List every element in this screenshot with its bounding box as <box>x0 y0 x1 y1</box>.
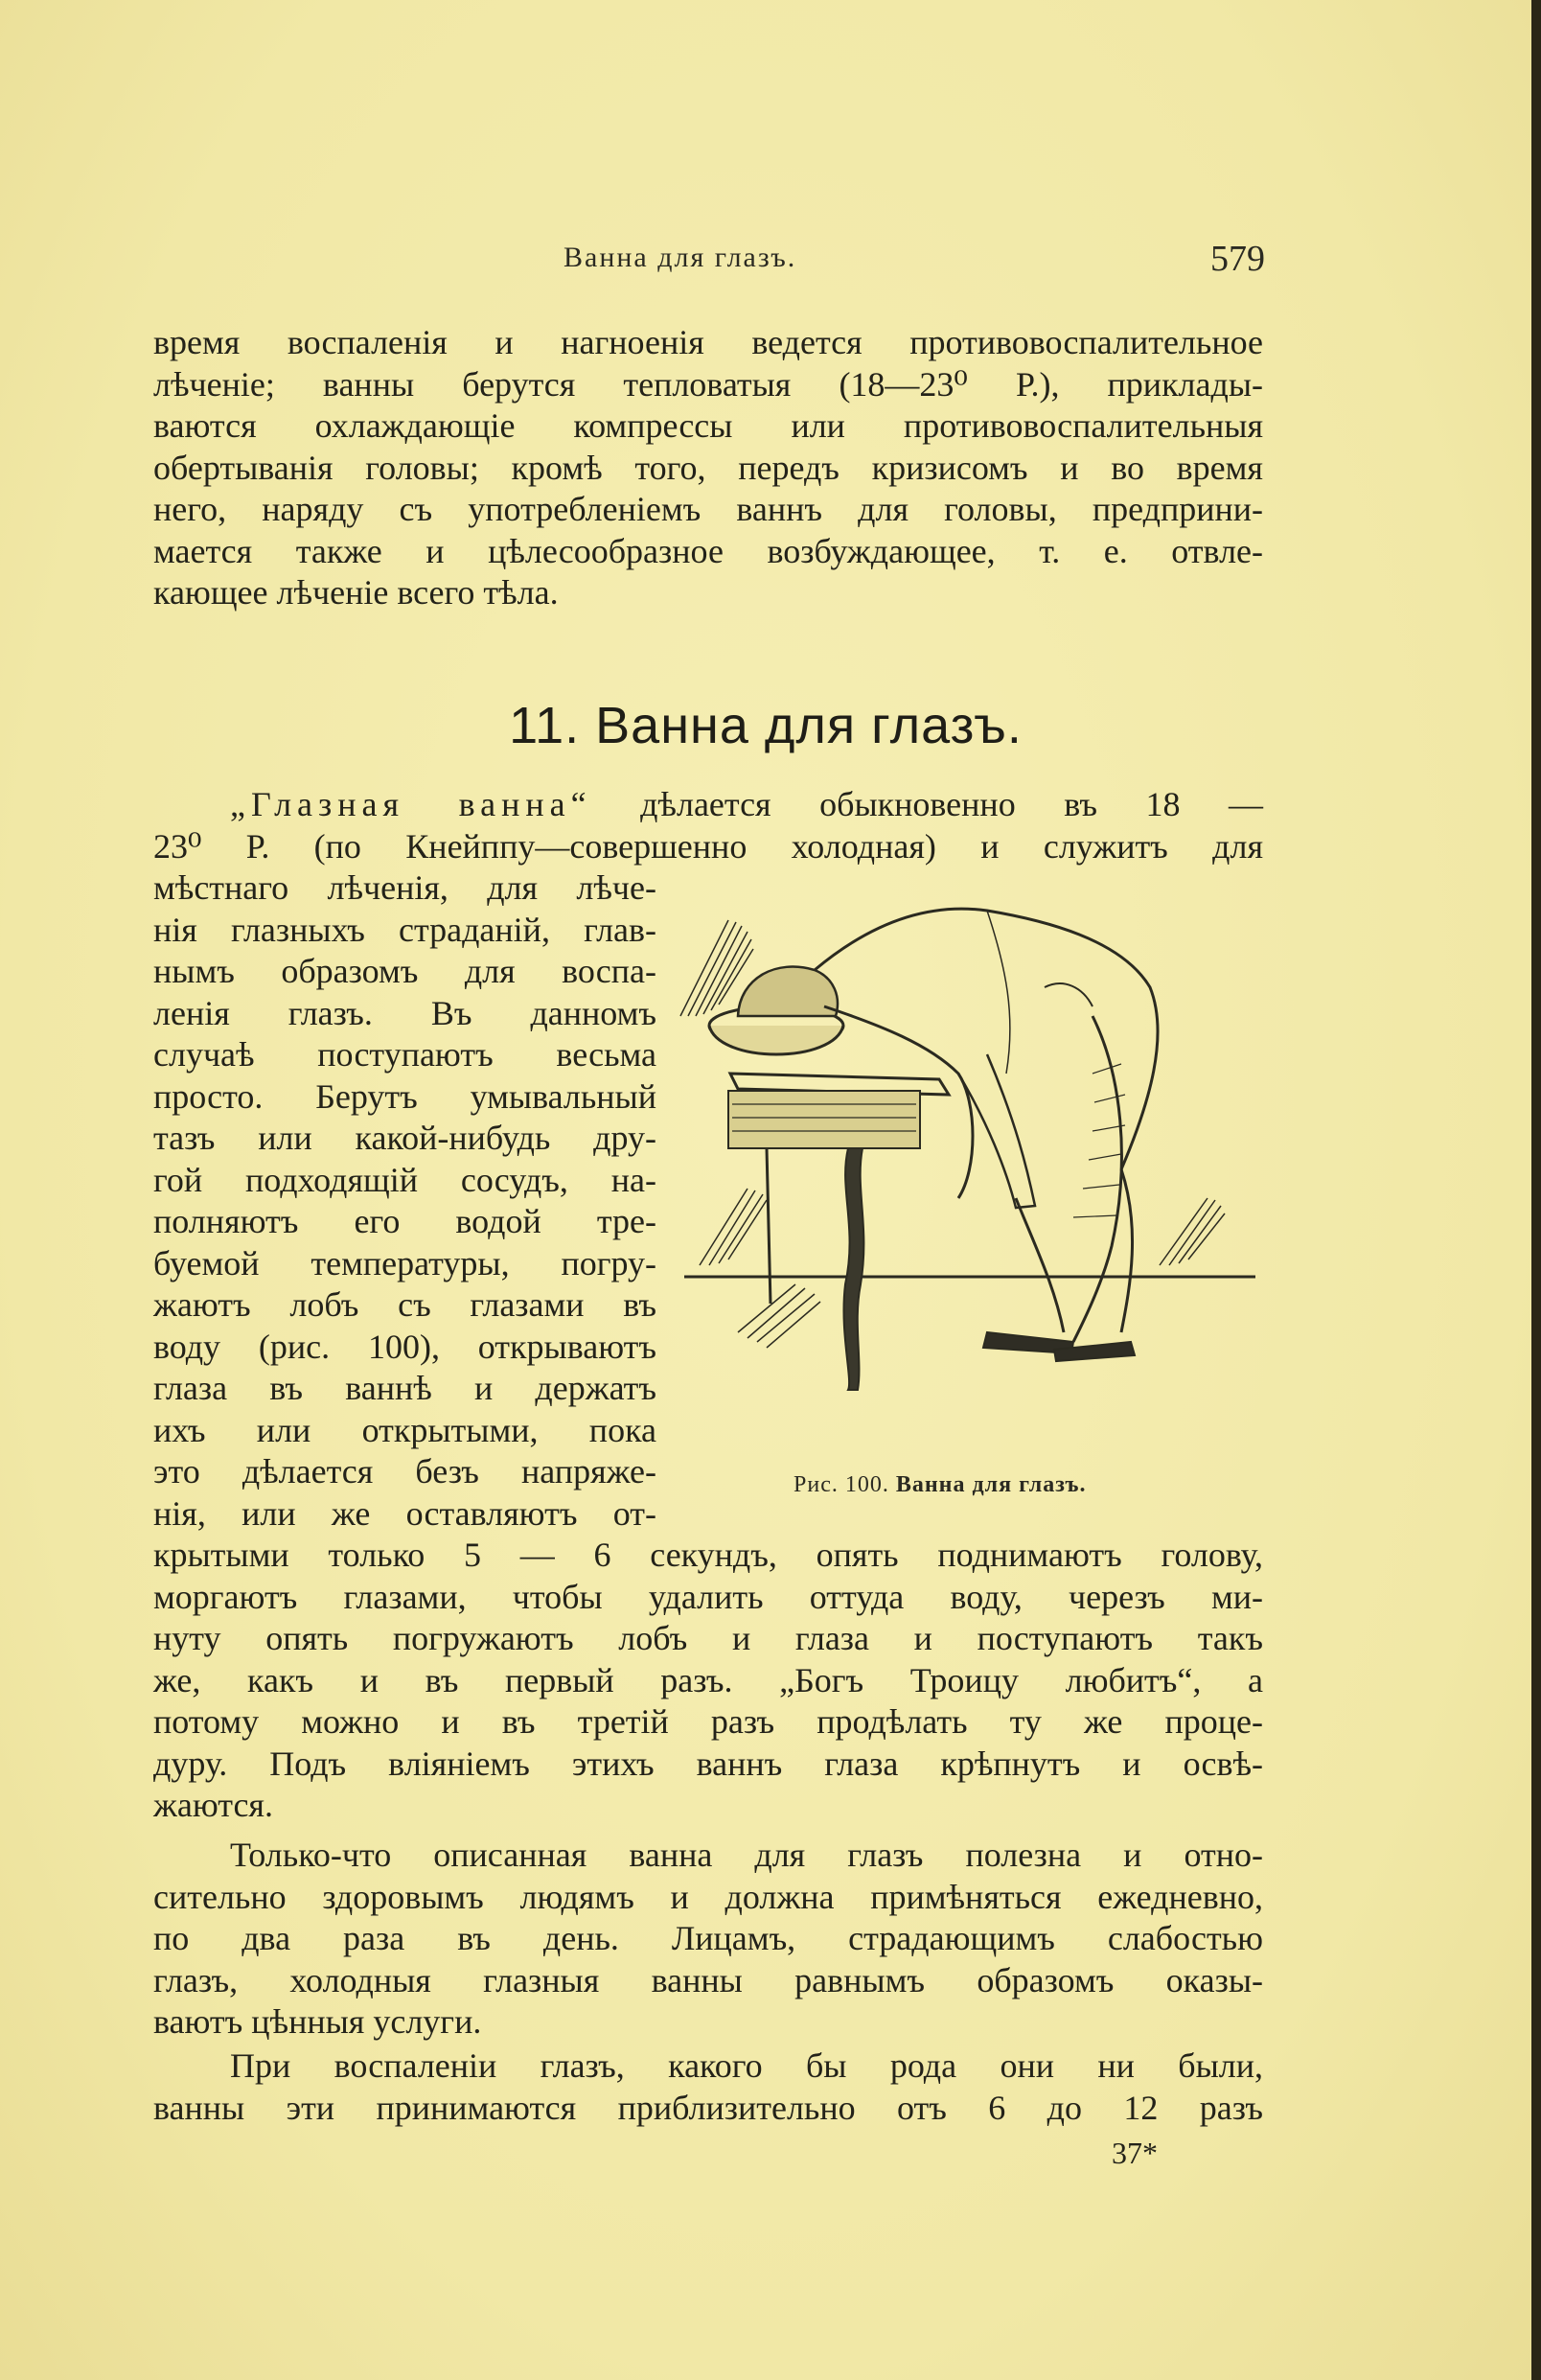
text-line: воду (рис. 100), открываютъ <box>153 1327 656 1366</box>
paragraph-3 <box>153 2045 1263 2129</box>
text-line: крытыми только 5 — 6 секундъ, опять поднимаютъ голову, <box>153 1536 1263 1574</box>
spaced-phrase: „Глазная ванна“ <box>230 785 592 823</box>
paragraph-1-wrapped <box>153 867 656 1535</box>
text-line: гой подходящій сосудъ, на- <box>153 1160 656 1199</box>
figure-illustration <box>671 882 1275 1457</box>
text-line: это дѣлается безъ напряже- <box>153 1452 656 1490</box>
text-line: нуту опять погружаютъ лобъ и глаза и поступаютъ такъ <box>153 1619 1263 1657</box>
intro-paragraph <box>153 322 1263 614</box>
text-line: лѣченіе; ванны берутся тепловатыя (18—23⁰ Р.), приклады- <box>153 364 1263 404</box>
text-line: просто. Берутъ умывальный <box>153 1076 656 1116</box>
text-line: ваются охлаждающіе компрессы или противовоспалительныя <box>153 406 1263 445</box>
eye-bath-engraving <box>671 882 1275 1457</box>
text-line: кающее лѣченіе всего тѣла. <box>153 573 559 612</box>
text-line: буемой температуры, погру- <box>153 1243 656 1282</box>
text-line: жаются. <box>153 1786 273 1824</box>
text-line: 23⁰ Р. (по Кнейппу—совершенно холодная) и служитъ для <box>153 826 1263 866</box>
text-line: мается также и цѣлесообразное возбуждающее, т. е. отвле- <box>153 531 1263 570</box>
text-line: моргаютъ глазами, чтобы удалить оттуда воду, черезъ ми- <box>153 1577 1263 1616</box>
text-line: жаютъ лобъ съ глазами въ <box>153 1285 656 1324</box>
signature-mark: 37* <box>1112 2136 1158 2170</box>
caption-title: Ванна для глазъ. <box>895 1472 1087 1497</box>
text-line: тазъ или какой-нибудь дру- <box>153 1119 656 1157</box>
text-line: полняютъ его водой тре- <box>153 1202 656 1240</box>
text-line: нія, или же оставляютъ от- <box>153 1493 656 1533</box>
text-line: мѣстнаго лѣченія, для лѣче- <box>153 868 656 907</box>
running-title: Ванна для глазъ. <box>564 242 797 273</box>
text-line: потому можно и въ третій разъ продѣлать ту же проце- <box>153 1702 1263 1741</box>
text-line <box>153 784 1263 826</box>
paragraph-2 <box>153 1835 1263 2044</box>
page-number: 579 <box>1210 239 1265 279</box>
text-line: случаѣ поступаютъ весьма <box>153 1035 656 1074</box>
text-line: ленія глазъ. Въ данномъ <box>153 993 656 1032</box>
text-line: глазъ, холодныя глазныя ванны равнымъ образомъ оказы- <box>153 1960 1263 1999</box>
paragraph-1-tail <box>153 1535 1263 1827</box>
text-line: по два раза въ день. Лицамъ, страдающимъ слабостью <box>153 1919 1263 1957</box>
page-edge-shadow <box>1531 0 1541 2380</box>
section-title: 11. Ванна для глазъ. <box>509 697 1023 754</box>
page-header <box>153 239 1265 280</box>
text-line: глаза въ ваннѣ и держатъ <box>153 1369 656 1407</box>
paragraph-1-head <box>153 784 1263 867</box>
text-line: ихъ или открытыми, пока <box>153 1410 656 1449</box>
text-line: обертыванія головы; кромѣ того, передъ кризисомъ и во время <box>153 448 1263 487</box>
text-line: Только-что описанная ванна для глазъ полезна и отно- <box>230 1836 1263 1874</box>
text-line: сительно здоровымъ людямъ и должна примѣняться ежедневно, <box>153 1877 1263 1916</box>
text-line: время воспаленія и нагноенія ведется противовоспалительное <box>153 323 1263 361</box>
text-line: него, наряду съ употребленіемъ ваннъ для головы, предприни- <box>153 490 1263 528</box>
text-line: При воспаленіи глазъ, какого бы рода они ни были, <box>230 2046 1263 2085</box>
text-line: нымъ образомъ для воспа- <box>153 952 656 990</box>
text-line: нія глазныхъ страданій, глав- <box>153 910 656 949</box>
text-line: ваютъ цѣнныя услуги. <box>153 2002 482 2041</box>
figure-caption <box>794 1472 1086 1498</box>
text-line: дуру. Подъ вліяніемъ этихъ ваннъ глаза крѣпнутъ и освѣ- <box>153 1744 1263 1783</box>
caption-prefix: Рис. 100. <box>794 1472 889 1497</box>
line-rest: дѣлается обыкновенно въ 18 — <box>640 785 1263 823</box>
text-line: ванны эти принимаются приблизительно отъ 6 до 12 разъ <box>153 2088 1263 2127</box>
text-line: же, какъ и въ первый разъ. „Богъ Троицу любитъ“, а <box>153 1660 1263 1699</box>
